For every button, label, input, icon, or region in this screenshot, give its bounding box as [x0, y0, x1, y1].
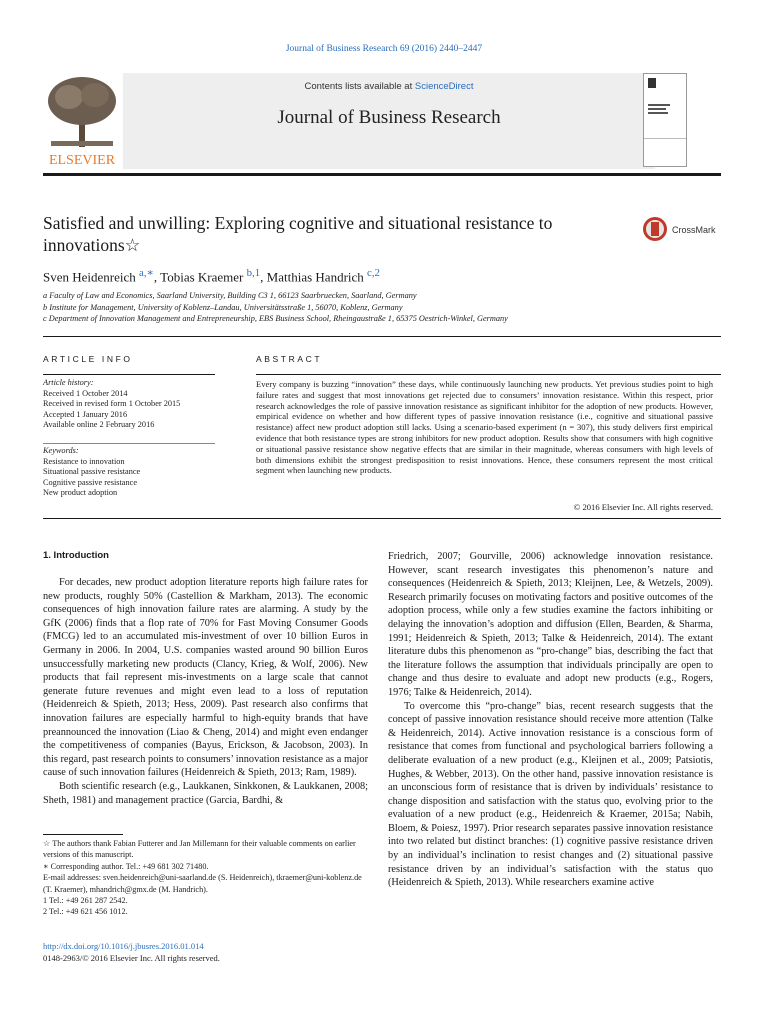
journal-reference[interactable]: Journal of Business Research 69 (2016) 2440–2447 — [285, 44, 483, 54]
abstract-rule — [256, 374, 721, 375]
history-item: Received 1 October 2014 — [43, 388, 128, 398]
footnote: E-mail addresses: sven.heidenreich@uni-saarland.de (S. Heidenreich), tkraemer@uni-koblenz.de (T. Kraemer), mhandrich@gmx.de (M. Handrich). — [43, 873, 362, 894]
banner-center — [123, 73, 655, 169]
body-column-left — [43, 576, 368, 807]
affiliations — [43, 290, 723, 325]
crossmark-label: CrossMark — [672, 225, 716, 235]
abstract-heading: ABSTRACT — [256, 354, 323, 364]
article-title: Satisfied and unwilling: Exploring cognitive and situational resistance to innovations☆ — [43, 213, 553, 255]
footnotes — [43, 838, 368, 918]
doi-link[interactable]: http://dx.doi.org/10.1016/j.jbusres.2016.01.014 — [43, 941, 204, 951]
contents-line: Contents lists available at ScienceDirect — [304, 81, 474, 92]
footnote: 2 Tel.: +49 621 456 1012. — [43, 907, 128, 917]
footnote: ∗ Corresponding author. Tel.: +49 681 302 71480. — [43, 861, 209, 871]
history-item: Available online 2 February 2016 — [43, 420, 155, 430]
paragraph: Both scientific research (e.g., Laukkanen, Sinkkonen, & Laukkanen, 2008; Sheth, 1981) and management practice (Garcia, Bardhi, & — [43, 780, 368, 806]
keyword: New product adoption — [43, 488, 118, 498]
publisher-name: ELSEVIER — [48, 153, 116, 168]
article-history — [43, 378, 215, 431]
sciencedirect-link[interactable]: ScienceDirect — [414, 81, 474, 92]
abstract-bottom-rule — [43, 518, 721, 519]
author-sup[interactable]: a,∗ — [139, 267, 154, 279]
author-name[interactable]: Matthias Handrich — [266, 269, 364, 285]
header-rule — [43, 173, 721, 176]
keyword: Resistance to innovation — [43, 456, 125, 466]
abstract-copyright: © 2016 Elsevier Inc. All rights reserved. — [573, 502, 713, 512]
history-item: Received in revised form 1 October 2015 — [43, 399, 181, 409]
keywords-label: Keywords: — [43, 446, 79, 455]
author-sup[interactable]: b,1 — [246, 267, 261, 279]
affiliation: a Faculty of Law and Economics, Saarland University, Building C3 1, 66123 Saarbruecken, Saarland, Germany — [43, 291, 417, 300]
journal-cover — [643, 73, 687, 167]
footnote-rule — [43, 834, 123, 835]
footnote: 1 Tel.: +49 261 287 2542. — [43, 896, 128, 906]
issn-line: 0148-2963/© 2016 Elsevier Inc. All rights reserved. — [43, 953, 220, 963]
paragraph: To overcome this “pro-change” bias, recent research suggests that the concept of passive innovation resistance should receive more attention (Talke & Heidenreich, 2014). Active innovation resistance is a conscious form of resistance that comes from functional and psychological barriers following a deliberate evaluation of a new product (e.g., Kleijnen et al., 2009; Patsiotis, Hughes, & Webber, 2013). On the other hand, passive innovation resistance is an unconscious form of resistance that is driven by individuals’ resistance to change disposition and satisfaction with the status quo, evolving prior to the evaluation of a new product (e.g., Heidenreich & Kraemer, 2015a; Nabih, Bloem, & Poiesz, 1997). Prior research separates passive innovation resistance into two related but distinct branches: (1) cognitive passive resistance driven by an individual’s inclination to resist changes and (2) situational passive resistance driven by an individual’s satisfaction with the status quo (Heidenreich & Spieth, 2013). While researchers examine active — [388, 700, 713, 889]
section-rule — [43, 336, 721, 337]
body-column-right — [388, 550, 713, 890]
author-list: Sven Heidenreich $^{a,∗}$, Tobias Kraemer $^{b,1}$, Matthias Handrich $^{c,2}$ — [43, 267, 380, 285]
history-item: Accepted 1 January 2016 — [43, 409, 128, 419]
footnote: ☆ The authors thank Fabian Futterer and Jan Millemann for their valuable comments on earlier versions of this manuscript. — [43, 839, 356, 860]
keywords — [43, 446, 215, 499]
author-name[interactable]: Tobias Kraemer — [160, 269, 244, 285]
author-name[interactable]: Sven Heidenreich — [43, 269, 136, 285]
paragraph: For decades, new product adoption literature reports high failure rates for new products, roughly 50% (Castellion & Markham, 2013). The economic consequences of high innovation failure rates are alarming. A study by the GfK (2006) finds that a flop rate of 70% for Fast Moving Consumer Goods (FMCG) led to an accumulated mis-investment of over 10 billion Euros in Germany in 2006. In 2004, U.S. companies wasted around 90 billion Euros unsuccessfully marketing new products (Clancy, Krieg, & Wolf, 2006). New products that fail represent mis-investments on a large scale that cannot generate future revenues and might even lead to a loss of reputation (Heidenreich & Spieth, 2013; Hess, 2009). Past research also confirms that innovation failures are especially harmful to high-equity brands that have preannounced the innovation (Liao & Cheng, 2014) and might even endanger the competitiveness of companies (Bayus, Erickson, & Jacobson, 2003). In this regard, past research points to consumers’ innovation resistance as a major cause of such innovation failures (Heidenreich & Spieth, 2013; Ram, 1989). — [43, 577, 368, 779]
keywords-rule — [43, 443, 215, 444]
doi-block — [43, 940, 220, 964]
journal-banner — [43, 73, 721, 169]
affiliation: c Department of Innovation Management and Entrepreneurship, EBS Business School, Rheingaustraße 1, 65375 Oestrich-Winkel, Germany — [43, 314, 508, 323]
journal-title: Journal of Business Research — [277, 107, 501, 128]
abstract-text: Every company is buzzing “innovation” these days, while continuously launching new products. Yet previous studies point to high failure rates and suggest that most innovations get rejected due to consumers’ innovation resistance. Within this respect, prior research acknowledges the role of passive innovation resistance as significant inhibitor for the adoption of new products. However, empirical evidence on whether and how different types of passive innovation resistance (i.e., cognitive and situational passive resistance) affect new product adoption still lacks. Using a scenario-based experiment (n = 307), this study delivers first empirical evidence that both resistance types are strong inhibitors for new product adoption. Results show that consumers with high cognitive or situational passive resistance show negative effects that are similar in their magnitude, whereas consumers with high levels of both dimensions exhibit the strongest predisposition to resist innovations. Hence, these consumers represent the most critical segment when launching new products. — [256, 379, 713, 476]
crossmark-button[interactable] — [642, 214, 722, 244]
author-sup[interactable]: c,2 — [367, 267, 380, 279]
keyword: Cognitive passive resistance — [43, 477, 138, 487]
article-info-rule — [43, 374, 215, 375]
affiliation: b Institute for Management, University of Koblenz–Landau, Universitätsstraße 1, 56070, Koblenz, Germany — [43, 302, 403, 312]
history-label: Article history: — [43, 378, 94, 387]
paragraph: Friedrich, 2007; Gourville, 2006) acknowledge innovation resistance. However, scant research investigates this phenomenon’s nature and consequences (Heidenreich & Spieth, 2013; Kleijnen, Lee, & Wetzels, 2009). Research primarily focuses on motivating factors and positive outcomes of the adoption process, while only a few studies examine the factors inhibiting or delaying the innovation’s adoption and diffusion (Ellen, Bearden, & Sharma, 1991; Heidenreich & Spieth, 2013; Talke & Heidenreich, 2014). The extant literature dubs this phenomenon as “pro-change” bias, describing the fact that the literature follows the assumption that individuals principally are open to change and thus desire to evaluate and adopt new products (e.g., Rogers, 1976; Talke & Heidenreich, 2014). — [388, 551, 713, 698]
keyword: Situational passive resistance — [43, 467, 141, 477]
elsevier-logo — [43, 73, 121, 169]
section-heading: 1. Introduction — [43, 550, 109, 561]
article-info-heading: ARTICLE INFO — [43, 354, 133, 364]
